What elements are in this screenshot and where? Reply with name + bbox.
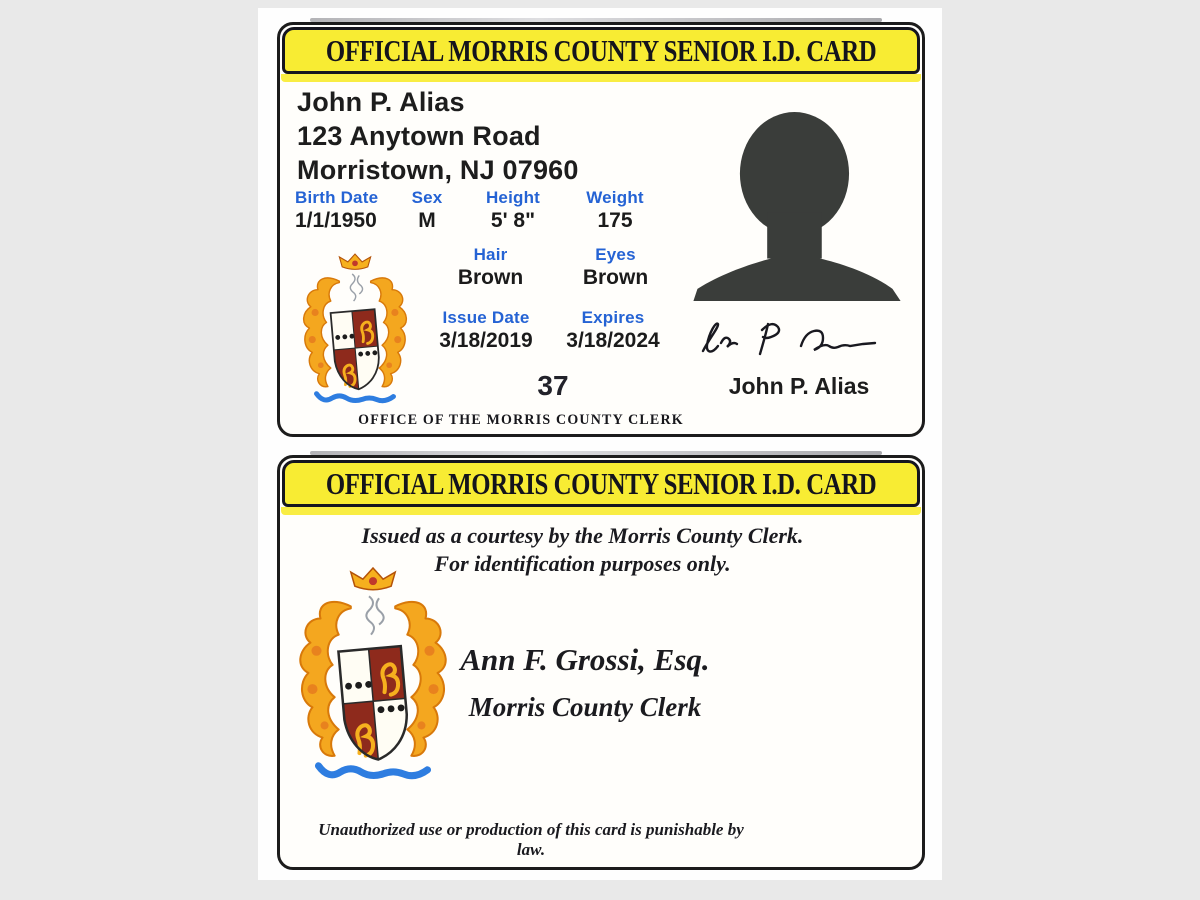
field-hair: [438, 245, 543, 290]
field-value: Brown: [457, 266, 524, 289]
back-card-title-banner: [282, 460, 920, 507]
holder-address-line2: Morristown, NJ 07960: [297, 155, 579, 185]
field-weight: [575, 188, 655, 233]
field-value: 1/1/1950: [295, 209, 377, 232]
holder-address-line1: 123 Anytown Road: [297, 121, 541, 151]
field-label: Issue Date: [442, 308, 530, 327]
back-card-title: OFFICIAL MORRIS COUNTY SENIOR I.D. CARD: [325, 465, 877, 501]
clerk-name: Ann F. Grossi, Esq.: [460, 642, 710, 677]
field-value: Brown: [582, 266, 649, 289]
courtesy-notice-line1: Issued as a courtesy by the Morris County Clerk.: [361, 523, 804, 548]
holder-signature-icon: [693, 315, 893, 363]
clerk-title: Morris County Clerk: [468, 692, 702, 722]
front-card-title: OFFICIAL MORRIS COUNTY SENIOR I.D. CARD: [325, 32, 877, 68]
field-eyes: [563, 245, 668, 290]
field-value: M: [418, 209, 436, 232]
field-sex: [402, 188, 452, 233]
field-label: Eyes: [595, 245, 636, 264]
field-label: Weight: [586, 188, 644, 207]
field-label: Hair: [473, 245, 508, 264]
field-issue-date: [430, 308, 542, 353]
id-card-back: [277, 455, 925, 870]
field-label: Height: [485, 188, 541, 207]
field-label: Birth Date: [295, 188, 379, 207]
field-label: Expires: [581, 308, 645, 327]
banner-yellow-bleed: [281, 74, 921, 82]
holder-name: John P. Alias: [297, 87, 465, 117]
photo-head-silhouette-icon: [692, 111, 902, 301]
card-number: 37: [537, 370, 569, 401]
holder-name-address: [297, 85, 579, 187]
morris-county-crest-icon: [298, 251, 412, 411]
field-birth-date: [295, 188, 395, 233]
field-expires: [557, 308, 669, 353]
morris-county-crest-icon: [292, 566, 454, 788]
field-value: 5' 8": [490, 209, 536, 232]
banner-yellow-bleed: [281, 507, 921, 515]
courtesy-notice-line2: For identification purposes only.: [434, 551, 731, 576]
field-value: 175: [597, 209, 633, 232]
legal-warning: Unauthorized use or production of this card is punishable by law.: [318, 820, 744, 859]
signature-printed-name: John P. Alias: [728, 373, 870, 399]
front-card-title-banner: [282, 27, 920, 74]
field-value: 3/18/2024: [566, 329, 660, 352]
field-height: [468, 188, 558, 233]
field-value: 3/18/2019: [439, 329, 533, 352]
front-card-footer: OFFICE OF THE MORRIS COUNTY CLERK: [358, 412, 684, 429]
field-label: Sex: [411, 188, 443, 207]
id-card-front: [277, 22, 925, 437]
